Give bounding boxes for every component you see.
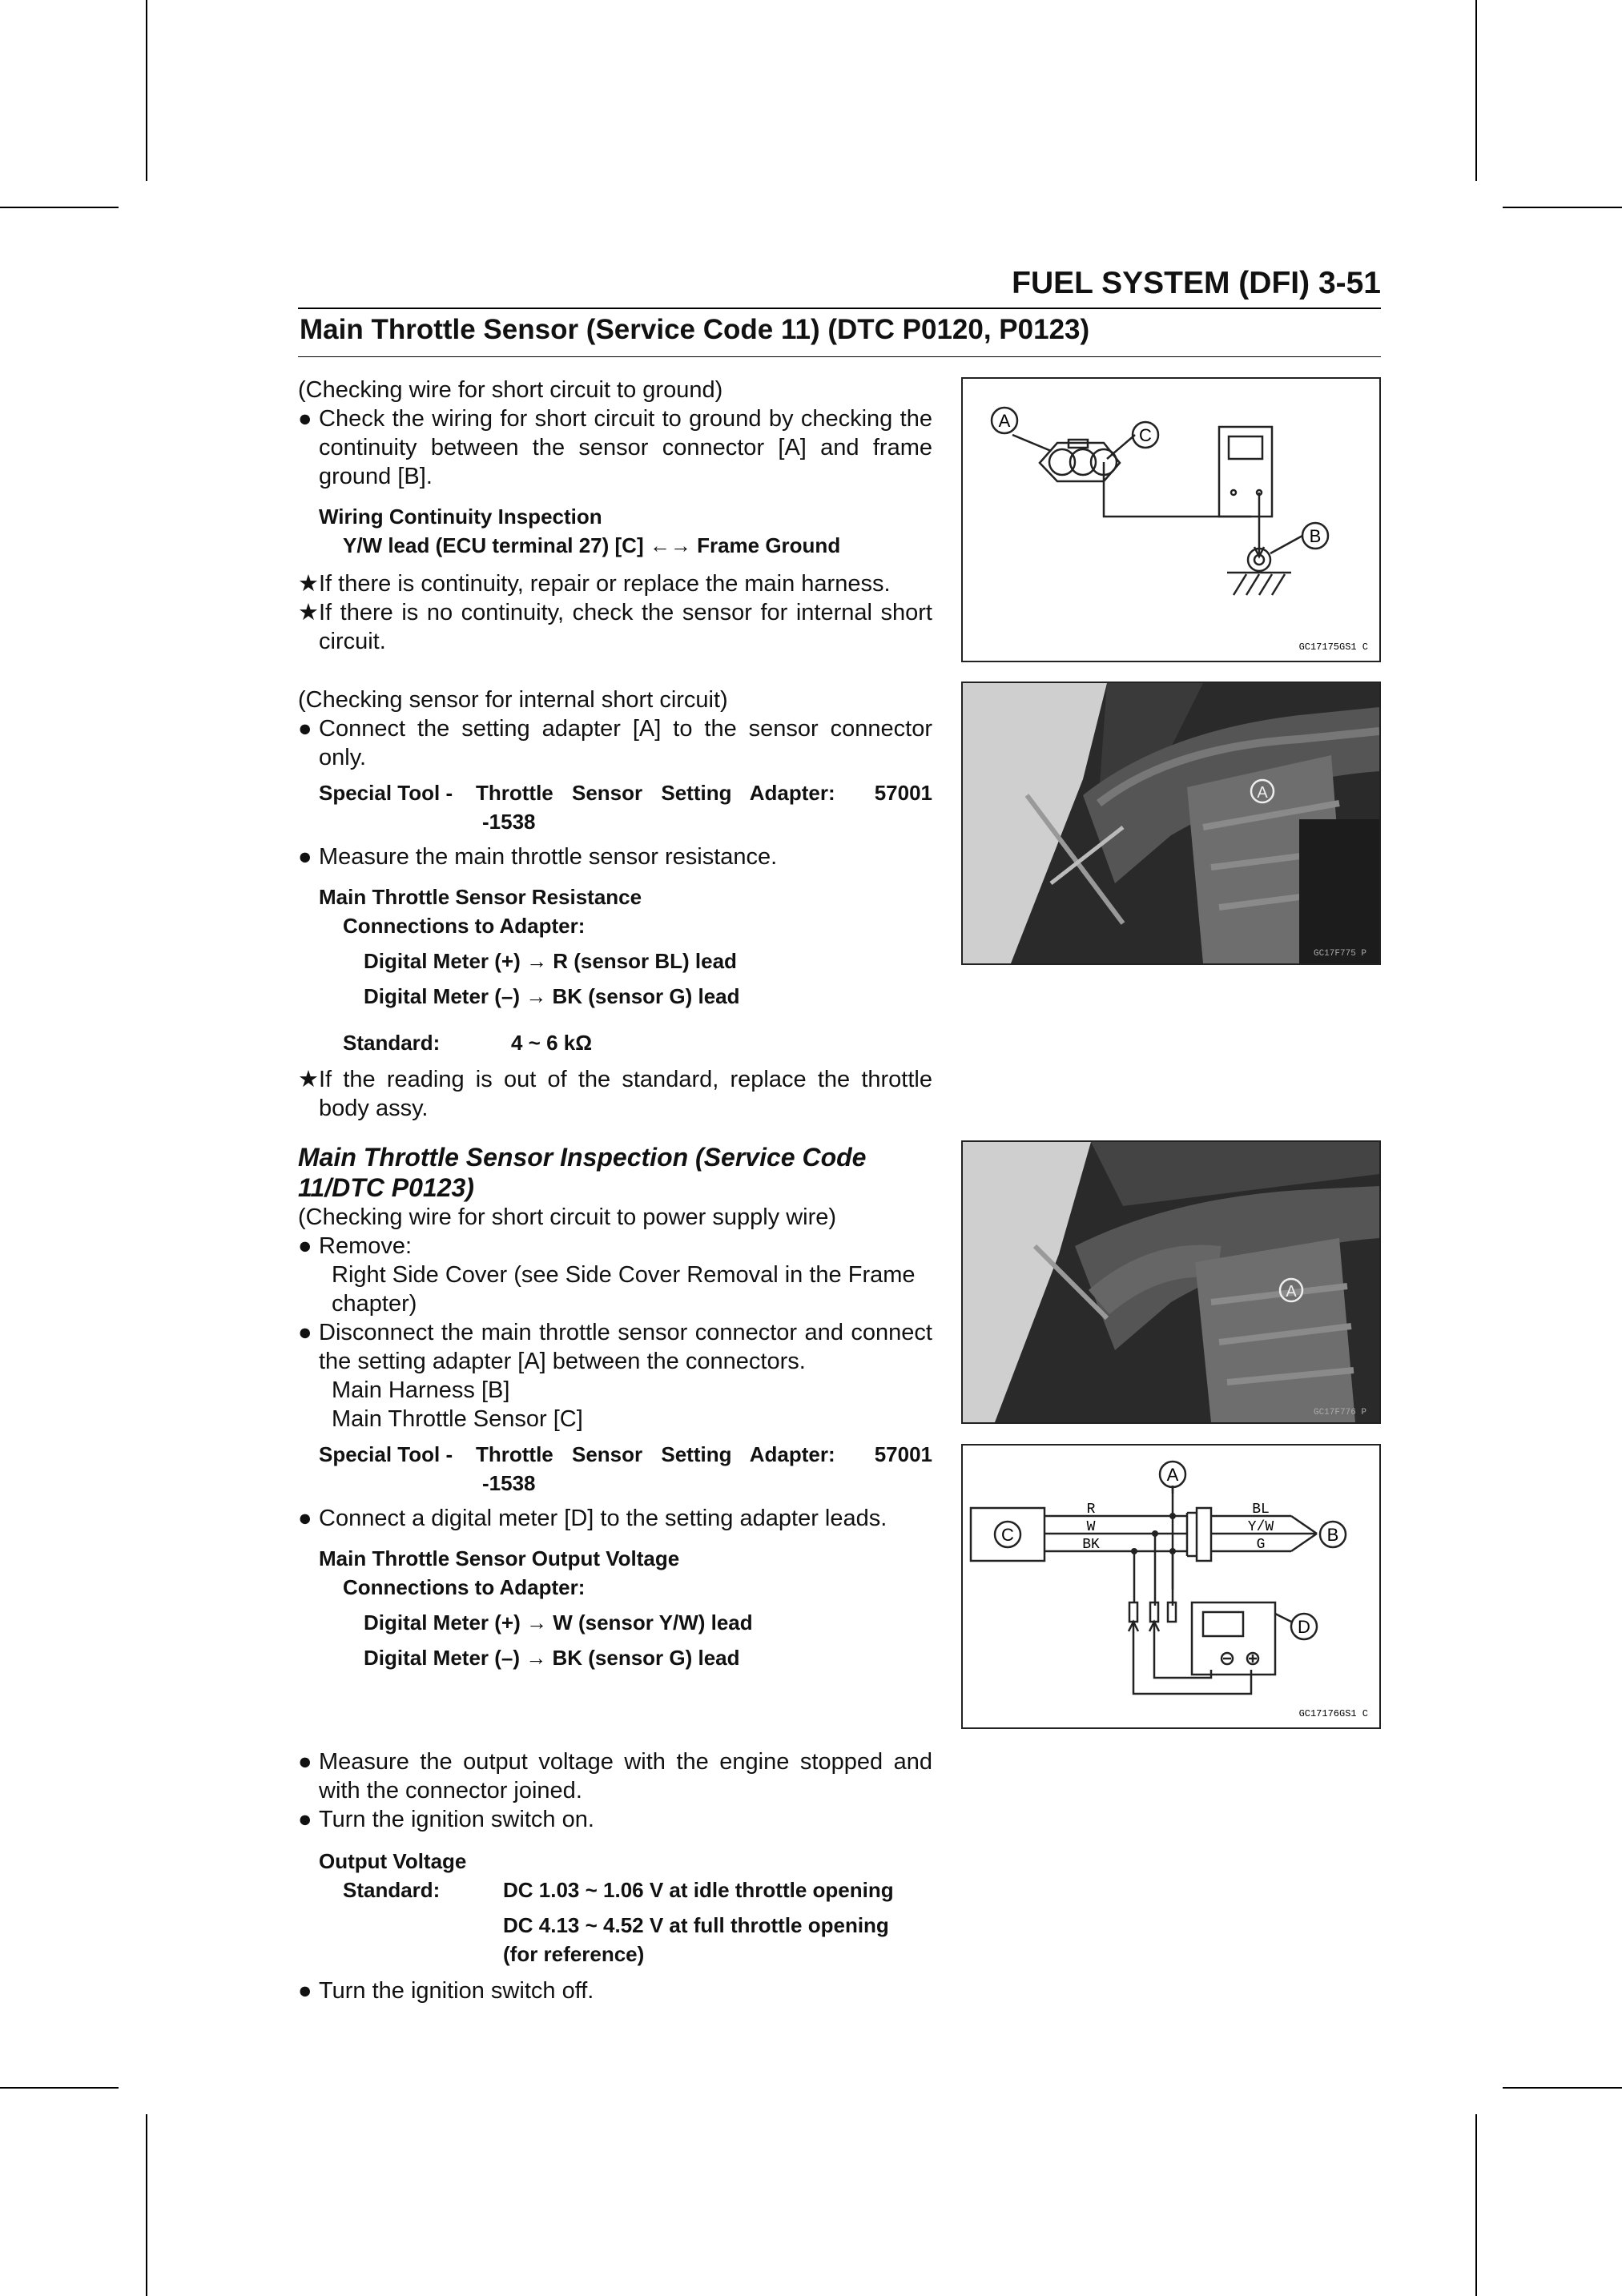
callout-c-label: C — [1001, 1525, 1014, 1545]
tool-label: Special Tool - — [319, 1442, 453, 1466]
bullet-icon: ● — [298, 844, 312, 870]
crop-mark — [1475, 0, 1477, 181]
voltage-diagram — [963, 1446, 1379, 1727]
tool-label: Special Tool - — [319, 781, 453, 805]
bullet-icon: ● — [298, 1749, 312, 1775]
callout-c-label: C — [1139, 425, 1152, 445]
tool-number-cont: -1538 — [482, 810, 536, 834]
bullet-item: ● Measure the main throttle sensor resistance. — [298, 844, 778, 870]
bullet-item: ● Remove: — [298, 1233, 413, 1259]
callout-a-label: A — [1286, 1283, 1297, 1301]
section-rule — [298, 356, 1381, 357]
adapter-box — [1197, 1508, 1211, 1561]
intro-text: (Checking wire for short circuit to power supply wire) — [298, 1204, 837, 1230]
remove-item: Right Side Cover (see Side Cover Removal in the Frame chapter) — [332, 1262, 916, 1317]
star-icon: ★ — [298, 571, 319, 597]
star-item: ★ If the reading is out of the standard, replace the throttle body assy. — [298, 1067, 932, 1121]
spec-title: Wiring Continuity Inspection — [319, 505, 602, 529]
crop-mark — [1503, 207, 1622, 208]
callout-b-label: B — [1326, 1525, 1339, 1545]
connections-label: Connections to Adapter: — [343, 1575, 586, 1599]
figure-code: GC17175GS1 C — [1298, 641, 1368, 653]
standard-label: Standard: — [343, 1878, 441, 1902]
photo-illustration — [963, 683, 1379, 963]
crop-mark — [146, 2114, 147, 2296]
crop-mark — [146, 0, 147, 181]
bullet-item: ● Turn the ignition switch on. — [298, 1807, 594, 1832]
intro-text: (Checking sensor for internal short circuit) — [298, 687, 728, 713]
intro-text: (Checking wire for short circuit to ground) — [298, 377, 723, 403]
tool-number: 57001 — [874, 1442, 932, 1466]
connection-line: Digital Meter (+) → W (sensor Y/W) lead — [364, 1610, 753, 1635]
wire-label: R — [1086, 1502, 1096, 1518]
spec-line: Y/W lead (ECU terminal 27) [C] ←→ Frame Ground — [343, 533, 841, 557]
bullet-item: ● Connect a digital meter [D] to the setting adapter leads. — [298, 1506, 887, 1531]
bullet-icon: ● — [298, 1320, 312, 1345]
photo-adapter-between-connectors — [961, 1140, 1381, 1424]
photo-illustration — [963, 1142, 1379, 1422]
standard-value: DC 4.13 ~ 4.52 V at full throttle opening (for reference) — [503, 1913, 889, 1966]
wire-label: Y/W — [1247, 1519, 1274, 1535]
crop-mark — [1475, 2114, 1477, 2296]
digital-meter-box — [1192, 1602, 1275, 1675]
bullet-icon: ● — [298, 1807, 312, 1832]
spec-title: Main Throttle Sensor Output Voltage — [319, 1546, 680, 1570]
bullet-item: ● Measure the output voltage with the engine stopped and with the connector joined. — [298, 1749, 932, 1803]
list-item: Main Harness [B] — [332, 1377, 510, 1403]
block-short-to-ground — [298, 376, 932, 656]
spec-title: Output Voltage — [319, 1849, 467, 1873]
meter-box — [1219, 427, 1272, 517]
standard-row — [298, 1028, 932, 1057]
callout-a-label: A — [1257, 784, 1268, 802]
connections-label: Connections to Adapter: — [343, 914, 586, 938]
star-item: ★ If there is continuity, repair or replace the main harness. — [298, 571, 891, 597]
block-internal-short — [298, 686, 932, 1123]
figure-code: GC17F776 P — [1313, 1408, 1366, 1417]
bullet-icon: ● — [298, 1506, 312, 1531]
connection-line: Digital Meter (–) → BK (sensor G) lead — [364, 984, 740, 1008]
bullet-icon: ● — [298, 406, 312, 432]
special-tool — [319, 778, 932, 836]
page-header: FUEL SYSTEM (DFI) 3-51 — [1012, 266, 1381, 300]
connection-line: Digital Meter (–) → BK (sensor G) lead — [364, 1646, 740, 1670]
callout-b-label: B — [1309, 526, 1322, 546]
tool-number: 57001 — [874, 781, 932, 805]
spec-title: Main Throttle Sensor Resistance — [319, 885, 642, 909]
block-output-voltage — [298, 1142, 932, 2005]
standard-label: Standard: — [343, 1031, 441, 1055]
callout-d-label: D — [1298, 1617, 1310, 1637]
standard-value: DC 1.03 ~ 1.06 V at idle throttle opening — [503, 1878, 894, 1902]
star-icon: ★ — [298, 1067, 319, 1092]
photo-setting-adapter-connected — [961, 682, 1381, 965]
wire-label: G — [1256, 1537, 1266, 1553]
continuity-diagram — [963, 379, 1379, 661]
special-tool — [319, 1440, 932, 1498]
wire-label: W — [1086, 1519, 1096, 1535]
standard-value: 4 ~ 6 kΩ — [511, 1031, 593, 1055]
bullet-icon: ● — [298, 716, 312, 742]
crop-mark — [0, 207, 119, 208]
crop-mark — [1503, 2087, 1622, 2089]
subsection-title: Main Throttle Sensor Inspection (Service Code 11/DTC P0123) — [298, 1143, 867, 1202]
bullet-icon: ● — [298, 1233, 312, 1259]
callout-a-label: A — [1166, 1465, 1179, 1485]
tool-name: Throttle Sensor Setting Adapter: — [476, 781, 835, 805]
section-title: Main Throttle Sensor (Service Code 11) (DTC P0120, P0123) — [300, 314, 1090, 345]
figure-voltage-diagram — [961, 1444, 1381, 1729]
tool-number-cont: -1538 — [482, 1471, 536, 1495]
figure-code: GC17176GS1 C — [1298, 1708, 1368, 1719]
tool-name: Throttle Sensor Setting Adapter: — [476, 1442, 835, 1466]
output-standard — [343, 1876, 920, 1968]
star-icon: ★ — [298, 600, 319, 625]
star-item: ★ If there is no continuity, check the sensor for internal short circuit. — [298, 600, 932, 654]
crop-mark — [0, 2087, 119, 2089]
list-item: Main Throttle Sensor [C] — [332, 1406, 583, 1432]
figure-code: GC17F775 P — [1313, 949, 1366, 959]
connection-line: Digital Meter (+) → R (sensor BL) lead — [364, 949, 737, 973]
bullet-item: ● Disconnect the main throttle sensor connector and connect the setting adapter [A] between the connectors. — [298, 1320, 932, 1374]
bullet-item: ● Connect the setting adapter [A] to the sensor connector only. — [298, 716, 932, 770]
bullet-item: ● Turn the ignition switch off. — [298, 1978, 594, 2004]
wire-label: BL — [1252, 1502, 1270, 1518]
figure-continuity-diagram — [961, 377, 1381, 662]
bullet-item: ● Check the wiring for short circuit to ground by checking the continuity between the sensor connector [A] and frame ground [B]. — [298, 406, 932, 489]
wire-label: BK — [1082, 1537, 1100, 1553]
bullet-icon: ● — [298, 1978, 312, 2004]
header-rule — [298, 308, 1381, 309]
callout-a-label: A — [998, 411, 1011, 431]
